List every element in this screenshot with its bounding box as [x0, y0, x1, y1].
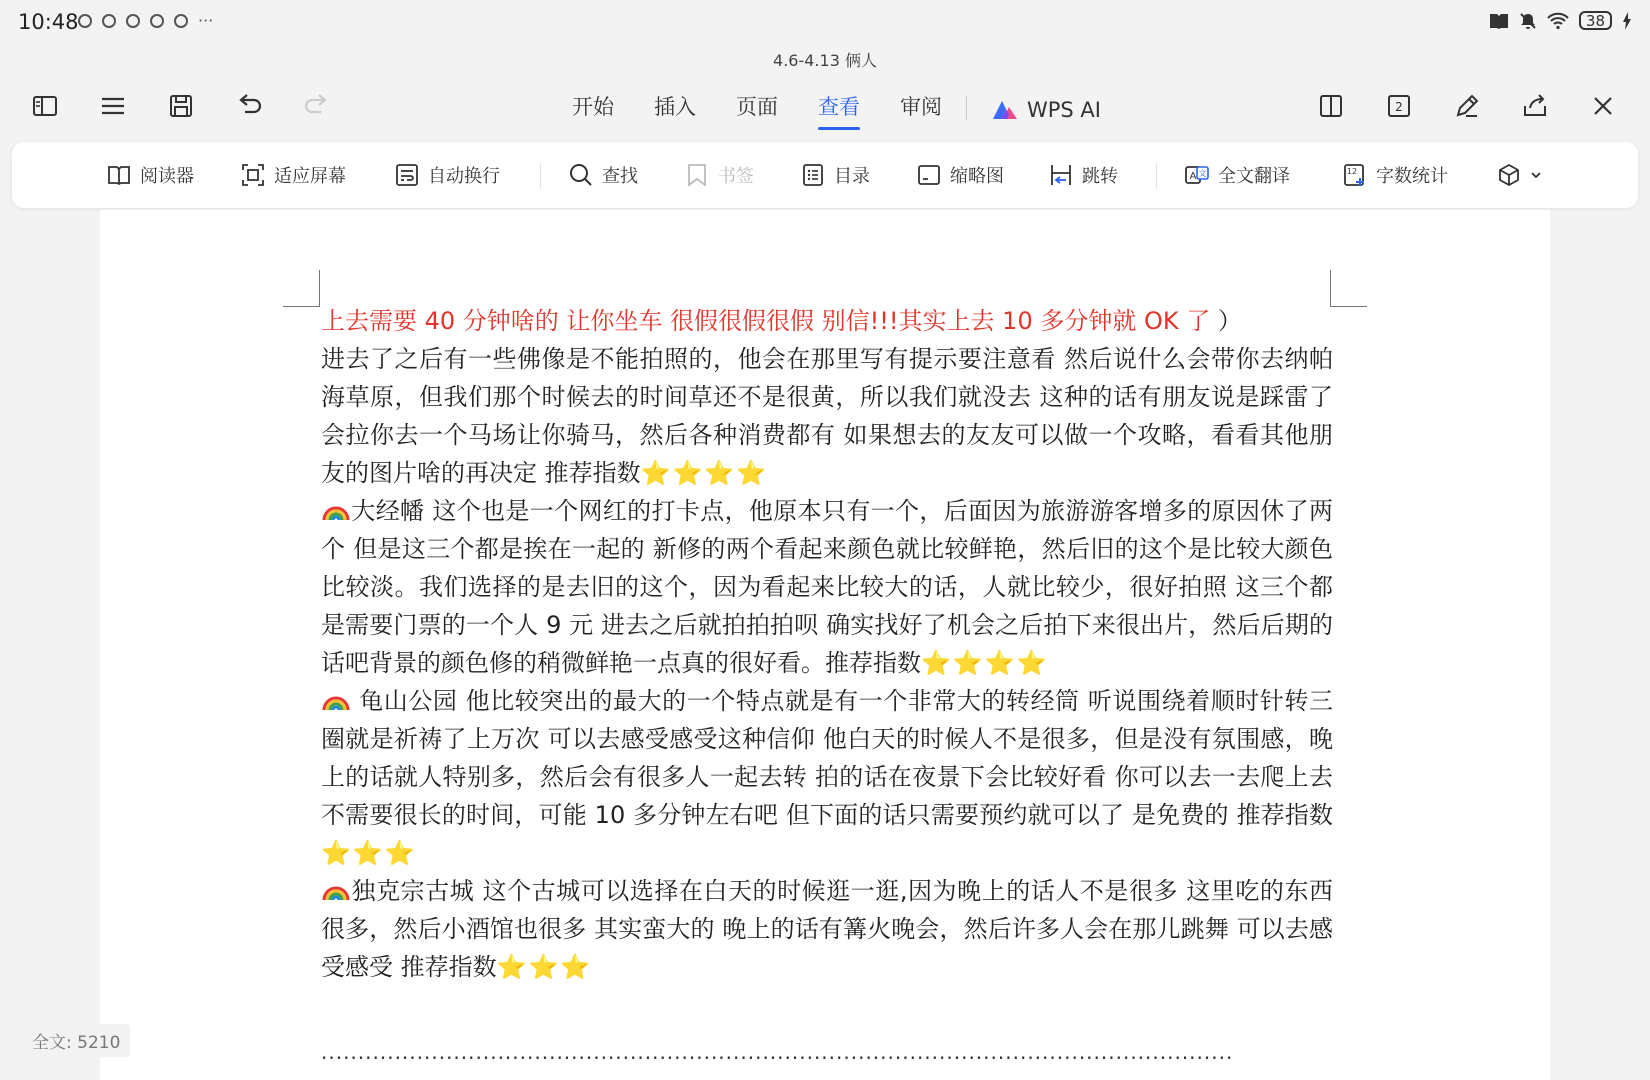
charging-icon: [1622, 12, 1632, 30]
tab-start[interactable]: 开始: [572, 95, 614, 119]
word-stats-label: 字数统计: [1376, 166, 1448, 187]
find-button[interactable]: [568, 159, 638, 191]
translate-label: 全文翻译: [1218, 166, 1290, 187]
paragraph-text: 进去了之后有一些佛像是不能拍照的，他会在那里写有提示要注意看 然后说什么会带你去纳帕海草原，但我们那个时候去的时间草还不是很黄，所以我们就没去 这种的话有朋友说是踩雷了会拉你去一个马场让你骑马，然后各种消费都有 如果想去的友友可以做一个攻略，看看其他朋友的图片啥的再决定 推荐指数: [321, 345, 1333, 487]
chevron-down-icon: [1530, 169, 1542, 181]
word-count-badge[interactable]: 全文: 5210: [22, 1024, 130, 1057]
paragraph: [321, 682, 1333, 872]
tab-view[interactable]: 查看: [798, 90, 880, 130]
paragraph-text: 大经幡 这个也是一个网红的打卡点，他原本只有一个，后面因为旅游游客增多的原因休了两个 但是这三个都是挨在一起的 新修的两个看起来颜色就比较鲜艳，然后旧的这个是比较大颜色比较淡。我们选择的是去旧的这个，因为看起来比较大的话，人就比较少，很好拍照 这三个都是需要门票的一个人 9 元 进去之后就拍拍拍呗 确实找好了机会之后拍下来很出片，然后后期的话吧背景的颜色修的稍微鲜艳一点真的很好看。推荐指数: [321, 497, 1333, 677]
menu-button[interactable]: [95, 88, 131, 124]
svg-text:12: 12: [1346, 167, 1358, 176]
split-view-icon: [1316, 91, 1346, 121]
paragraph-tail: ）: [1217, 307, 1242, 335]
close-button[interactable]: [1585, 88, 1621, 124]
wps-ai-button[interactable]: [971, 90, 1121, 130]
paragraph-text: 独克宗古城 这个古城可以选择在白天的时候逛一逛,因为晚上的话人不是很多 这里吃的东西很多，然后小酒馆也很多 其实蛮大的 晚上的话有篝火晚会，然后许多人会在那儿跳舞 可以去感受感受 推荐指数: [321, 877, 1333, 981]
toc-label: 目录: [834, 166, 870, 187]
multi-page-icon: [1384, 91, 1414, 121]
mute-icon: [1519, 12, 1537, 30]
notification-icon: [150, 14, 164, 28]
status-bar: [0, 0, 1650, 44]
rating-stars: ⭐⭐⭐⭐: [921, 649, 1049, 677]
rainbow-icon: [321, 498, 351, 522]
wrap-text-icon: [394, 162, 420, 188]
share-button[interactable]: [1517, 88, 1553, 124]
highlighted-text: 上去需要 40 分钟啥的 让你坐车 很假很假很假 别信!!!其实上去 10 多分钟就 OK 了: [321, 307, 1211, 335]
book-open-icon: [106, 162, 132, 188]
thumbnail-label: 缩略图: [950, 166, 1004, 187]
box-icon: [1496, 162, 1522, 188]
notification-icon: [78, 14, 92, 28]
paragraph: [321, 492, 1333, 682]
paragraph: [321, 872, 1333, 986]
jump-button[interactable]: [1048, 159, 1118, 191]
undo-button[interactable]: [231, 88, 267, 124]
rainbow-icon: [321, 688, 351, 712]
rating-stars: ⭐⭐⭐⭐: [640, 459, 769, 487]
fit-screen-button[interactable]: [240, 159, 346, 191]
svg-text:A: A: [1189, 171, 1197, 182]
translate-button[interactable]: [1184, 159, 1290, 191]
margin-corner-mark: [1330, 270, 1367, 307]
tab-review[interactable]: 审阅: [900, 95, 942, 119]
wps-ai-label: WPS AI: [1027, 98, 1101, 122]
paragraph-text: 龟山公园 他比较突出的最大的一个特点就是有一个非常大的转经筒 听说围绕着顺时针转三圈就是祈祷了上万次 可以去感受感受这种信仰 他白天的时候人不是很多，但是没有氛围感，晚上的话就人特别多，然后会有很多人一起去转 拍的话在夜景下会比较好看 你可以去一去爬上去不需要很长的时间，可能 10 多分钟左右吧 但下面的话只需要预约就可以了 是免费的 推荐指数: [321, 687, 1333, 829]
top-toolbar: [0, 80, 1650, 132]
notification-icon: [126, 14, 140, 28]
wps-ai-logo-icon: [991, 99, 1019, 121]
word-stats-button[interactable]: [1342, 159, 1448, 191]
system-icons: [1489, 11, 1632, 30]
fit-screen-icon: [240, 162, 266, 188]
close-icon: [1588, 91, 1618, 121]
notification-icon: [174, 14, 188, 28]
thumbnail-icon: [916, 162, 942, 188]
wifi-icon: [1547, 12, 1569, 30]
split-view-button[interactable]: [1313, 88, 1349, 124]
undo-icon: [234, 91, 264, 121]
reader-button[interactable]: [106, 159, 194, 191]
reader-label: 阅读器: [140, 166, 194, 187]
list-icon: [800, 162, 826, 188]
save-icon: [166, 91, 196, 121]
paragraph: [321, 340, 1333, 492]
battery-indicator: 38: [1579, 11, 1612, 30]
word-count-icon: [1342, 162, 1368, 188]
clock: 10:48: [18, 10, 79, 34]
book-icon: [1489, 12, 1509, 30]
auto-wrap-button[interactable]: [394, 159, 500, 191]
ribbon-divider: [540, 163, 541, 189]
more-notifications-icon: ···: [198, 11, 214, 30]
pen-icon: [1452, 91, 1482, 121]
redo-button[interactable]: [299, 88, 335, 124]
tab-insert[interactable]: 插入: [654, 95, 696, 119]
toc-button[interactable]: [800, 159, 870, 191]
fit-screen-label: 适应屏幕: [274, 166, 346, 187]
paragraph: [321, 302, 1333, 340]
thumbnail-button[interactable]: [916, 159, 1004, 191]
document-page[interactable]: [100, 210, 1550, 1080]
share-icon: [1520, 91, 1550, 121]
tab-divider: [966, 96, 967, 120]
auto-wrap-label: 自动换行: [428, 166, 500, 187]
margin-corner-mark: [283, 270, 320, 307]
rating-stars: ⭐⭐⭐: [496, 953, 593, 981]
redo-icon: [302, 91, 332, 121]
edit-button[interactable]: [1449, 88, 1485, 124]
menu-icon: [98, 91, 128, 121]
bookmark-label: 书签: [718, 166, 754, 187]
notification-icon: [102, 14, 116, 28]
main-tabs: [552, 90, 1121, 130]
tab-page[interactable]: 页面: [736, 95, 778, 119]
svg-text:文: 文: [1198, 169, 1207, 178]
save-button[interactable]: [163, 88, 199, 124]
sidebar-toggle-button[interactable]: [27, 88, 63, 124]
sidebar-icon: [30, 91, 60, 121]
svg-text:2: 2: [1395, 100, 1403, 114]
jump-label: 跳转: [1082, 166, 1118, 187]
page-count-button[interactable]: [1381, 88, 1417, 124]
search-icon: [568, 162, 594, 188]
translate-icon: [1184, 162, 1210, 188]
bookmark-button[interactable]: [684, 159, 754, 191]
dotted-divider: ............................................................................................................................: [321, 1040, 1234, 1064]
rainbow-icon: [321, 878, 351, 902]
view-ribbon: [12, 142, 1638, 208]
document-body[interactable]: [321, 302, 1333, 986]
ribbon-divider: [1156, 163, 1157, 189]
notification-icons: [78, 11, 214, 30]
rating-stars: ⭐⭐⭐: [321, 839, 417, 867]
find-label: 查找: [602, 166, 638, 187]
document-title[interactable]: 4.6-4.13 俩人: [773, 51, 877, 70]
bookmark-icon: [684, 162, 710, 188]
jump-icon: [1048, 162, 1074, 188]
more-tools-button[interactable]: [1496, 159, 1542, 191]
